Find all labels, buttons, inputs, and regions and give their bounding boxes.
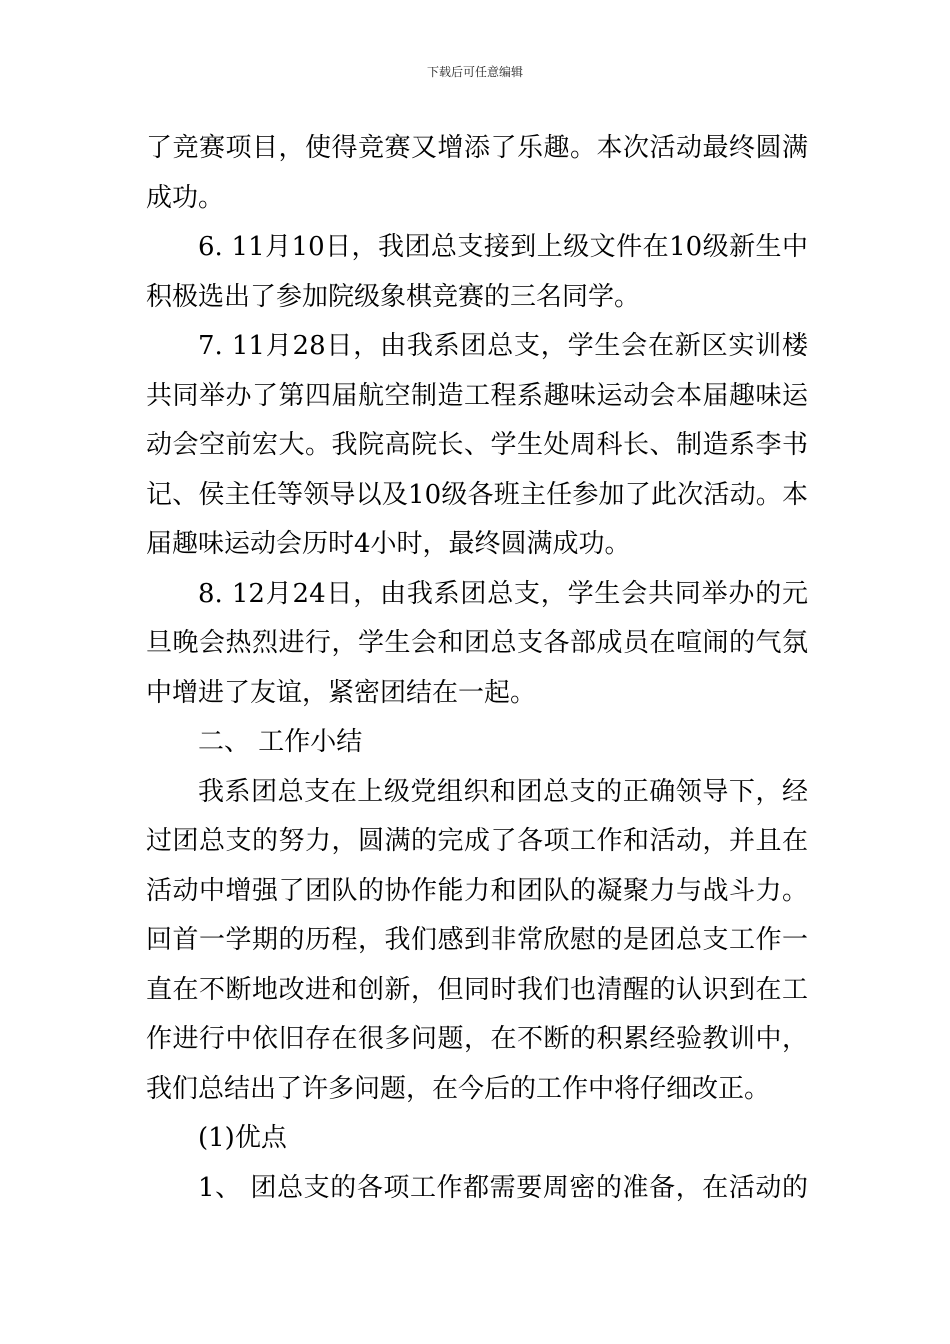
text-line: 了竞赛项目，使得竞赛又增添了乐趣。本次活动最终圆满 <box>146 133 808 163</box>
text-line: 我系团总支在上级党组织和团总支的正确领导下，经 <box>198 776 808 807</box>
text-line: 作进行中依旧存在很多问题，在不断的积累经验教训中， <box>146 1024 808 1054</box>
subsection-heading: (1)优点 <box>198 1123 287 1153</box>
text-line: 7. 11月28日，由我系团总支，学生会在新区实训楼 <box>198 331 808 361</box>
text-line: 我们总结出了许多问题，在今后的工作中将仔细改正。 <box>146 1073 771 1104</box>
text-line: 活动中增强了团队的协作能力和团队的凝聚力与战斗力。 <box>146 875 808 906</box>
text-line: 1、 团总支的各项工作都需要周密的准备，在活动的 <box>198 1172 808 1203</box>
text-line: 6. 11月10日，我团总支接到上级文件在10级新生中 <box>198 232 808 262</box>
text-line: 成功。 <box>146 182 225 213</box>
text-line: 直在不断地改进和创新，但同时我们也清醒的认识到在工 <box>146 974 808 1005</box>
text-line: 记、侯主任等领导以及10级各班主任参加了此次活动。本 <box>146 479 808 510</box>
text-line: 旦晚会热烈进行，学生会和团总支各部成员在喧闹的气氛 <box>146 628 808 658</box>
text-line: 积极选出了参加院级象棋竞赛的三名同学。 <box>146 281 641 312</box>
text-line: 届趣味运动会历时4小时，最终圆满成功。 <box>146 529 631 559</box>
section-heading: 二、 工作小结 <box>198 727 363 757</box>
document-body <box>146 124 808 1213</box>
page-header: 下载后可任意编辑 <box>426 65 523 79</box>
text-line: 8. 12月24日，由我系团总支，学生会共同举办的元 <box>198 578 808 609</box>
text-line: 动会空前宏大。我院高院长、学生处周科长、制造系李书 <box>146 430 808 460</box>
text-line: 中增进了友谊，紧密团结在一起。 <box>146 677 537 708</box>
text-line: 回首一学期的历程，我们感到非常欣慰的是团总支工作一 <box>146 925 808 955</box>
text-line: 共同举办了第四届航空制造工程系趣味运动会本届趣味运 <box>146 380 808 411</box>
text-line: 过团总支的努力，圆满的完成了各项工作和活动，并且在 <box>146 826 808 856</box>
